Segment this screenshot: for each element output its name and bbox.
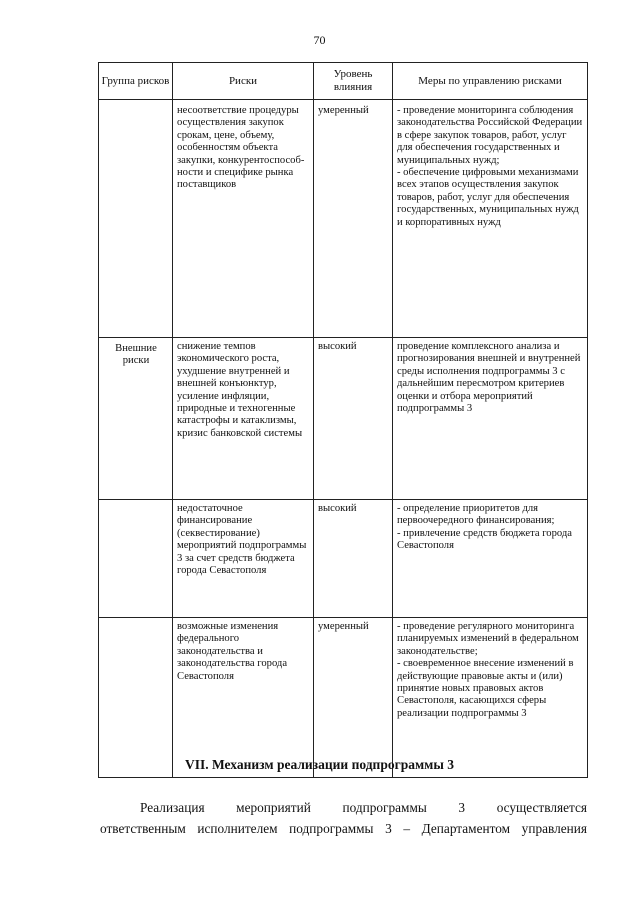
measures-cell — [393, 500, 588, 618]
paragraph-line: ответственным исполнителем подпрограммы 3 – Департаментом управления — [100, 821, 587, 836]
body-paragraph — [100, 797, 587, 839]
table-row — [99, 618, 588, 778]
table-row — [99, 100, 588, 338]
header-risk-measures: Меры по управлению рисками — [393, 63, 588, 100]
risk-group-cell — [99, 618, 173, 778]
measure-item: - проведение мониторинга соблюдения законодательства Российской Федерации в сфере закупок товаров, работ, услуг для обеспечения государственных и муниципальных нужд; — [397, 105, 583, 166]
measures-cell — [393, 100, 588, 338]
page-number: 70 — [313, 33, 326, 47]
risk-cell: возможные изменения федерального законодательства и законодательства города Севастополя — [173, 618, 314, 778]
risk-cell: снижение темпов экономического роста, ухудшение внутренней и внешней конъюнктур, усиление инфляции, природные и техногенные катастрофы и катаклизмы, кризис банковской системы — [173, 338, 314, 500]
section-heading: VII. Механизм реализации подпрограммы 3 — [184, 757, 455, 772]
risk-group-cell — [99, 500, 173, 618]
measure-item: - проведение регулярного мониторинга планируемых изменений в федеральном законодательстве; — [397, 621, 579, 657]
header-risk-group: Группа рисков — [99, 63, 173, 100]
header-impact-level: Уровень влияния — [314, 63, 393, 100]
impact-level-cell: умеренный — [314, 618, 393, 778]
impact-level-cell: высокий — [314, 338, 393, 500]
measure-item: - своевременное внесение изменений в действующие правовые акты и (или) принятие новых правовых актов Севастополя, касающихся сферы реализации подпрограммы 3 — [397, 658, 574, 719]
risk-cell: недостаточное финансирование (секвестирование) мероприятий подпрограммы 3 за счет средств бюджета города Севастополя — [173, 500, 314, 618]
risk-table — [98, 62, 588, 778]
table-row — [99, 338, 588, 500]
paragraph-line: Реализация мероприятий подпрограммы 3 осуществляется — [140, 800, 587, 815]
risk-group-cell — [99, 100, 173, 338]
table-header-row — [99, 63, 588, 100]
measures-cell — [393, 338, 588, 500]
impact-level-cell: высокий — [314, 500, 393, 618]
measure-item: - привлечение средств бюджета города Севастополя — [397, 527, 572, 552]
measures-cell — [393, 618, 588, 778]
measure-item: проведение комплексного анализа и прогнозирования внешней и внутренней среды исполнения подпрограммы 3 с дальнейшим пересмотром критериев оценки и отбора мероприятий подпрограммы 3 — [397, 341, 581, 415]
risk-cell: несоответствие процедуры осуществления закупок срокам, цене, объему, особенностям объекта закупки, конкурентоспособ-ности и специфике рынка поставщиков — [173, 100, 314, 338]
measure-item: - определение приоритетов для первоочередного финансирования; — [397, 503, 555, 527]
impact-level-cell: умеренный — [314, 100, 393, 338]
header-risks: Риски — [173, 63, 314, 100]
risk-group-cell: Внешние риски — [99, 338, 173, 500]
table-row — [99, 500, 588, 618]
measure-item: - обеспечение цифровыми механизмами всех этапов осуществления закупок товаров, работ, услуг для обеспечения государственных, муниципальных нужд и корпоративных нужд — [397, 167, 579, 228]
